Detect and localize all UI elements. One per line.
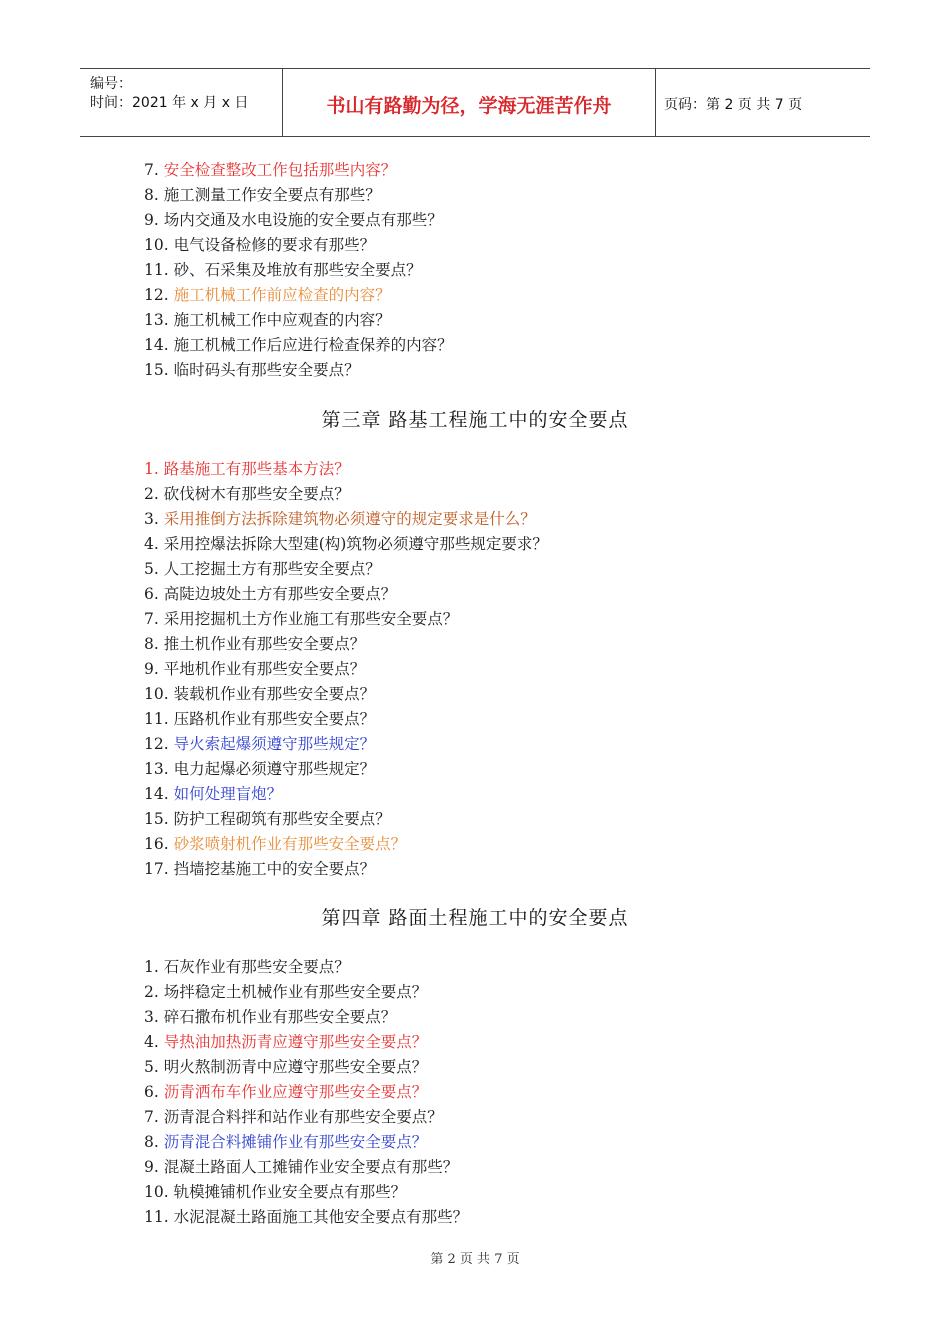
list-item: 1. 路基施工有那些基本方法？ xyxy=(144,460,350,478)
list-item: 14. 如何处理盲炮？ xyxy=(144,785,283,803)
header-page-number: 页码：第 2 页 共 7 页 xyxy=(664,97,803,113)
header-motto: 书山有路勤为径，学海无涯苦作舟 xyxy=(326,95,612,117)
list-item: 6. 沥青洒布车作业应遵守那些安全要点？ xyxy=(144,1083,428,1101)
list-item: 4. 采用控爆法拆除大型建(构)筑物必须遵守那些规定要求？ xyxy=(144,535,548,553)
list-item: 10. 电气设备检修的要求有那些？ xyxy=(144,236,376,254)
list-item: 10. 装载机作业有那些安全要点？ xyxy=(144,685,376,703)
list-item: 5. 明火熬制沥青中应遵守那些安全要点？ xyxy=(144,1058,428,1076)
list-item: 9. 平地机作业有那些安全要点？ xyxy=(144,660,366,678)
list-item: 11. 水泥混凝土路面施工其他安全要点有那些？ xyxy=(144,1208,469,1226)
list-item: 12. 施工机械工作前应检查的内容？ xyxy=(144,286,391,304)
header-motto-cell xyxy=(283,69,656,136)
list-item: 13. 施工机械工作中应观查的内容？ xyxy=(144,311,391,329)
list-item: 11. 压路机作业有那些安全要点？ xyxy=(144,710,376,728)
list-item: 10. 轨模摊铺机作业安全要点有那些？ xyxy=(144,1183,407,1201)
list-item: 5. 人工挖掘土方有那些安全要点？ xyxy=(144,560,381,578)
list-item: 17. 挡墙挖基施工中的安全要点？ xyxy=(144,860,376,878)
list-item: 12. 导火索起爆须遵守那些规定？ xyxy=(144,735,376,753)
list-item: 4. 导热油加热沥青应遵守那些安全要点？ xyxy=(144,1033,428,1051)
list-item: 3. 碎石撒布机作业有那些安全要点？ xyxy=(144,1008,397,1026)
list-item: 15. 防护工程砌筑有那些安全要点？ xyxy=(144,810,391,828)
list-item: 6. 高陡边坡处土方有那些安全要点？ xyxy=(144,585,397,603)
list-item: 1. 石灰作业有那些安全要点？ xyxy=(144,958,350,976)
list-item: 9. 混凝土路面人工摊铺作业安全要点有那些？ xyxy=(144,1158,459,1176)
list-item: 2. 场拌稳定土机械作业有那些安全要点？ xyxy=(144,983,428,1001)
list-item: 13. 电力起爆必须遵守那些规定？ xyxy=(144,760,376,778)
list-item: 15. 临时码头有那些安全要点？ xyxy=(144,361,360,379)
list-item: 11. 砂、石采集及堆放有那些安全要点？ xyxy=(144,261,422,279)
chapter-3-title: 第三章 路基工程施工中的安全要点 xyxy=(321,409,629,431)
list-item: 8. 推土机作业有那些安全要点？ xyxy=(144,635,366,653)
page-footer: 第 2 页 共 7 页 xyxy=(430,1252,520,1267)
page-header xyxy=(80,68,870,137)
list-item: 8. 施工测量工作安全要点有那些？ xyxy=(144,186,381,204)
document-time-label: 时间：2021 年 x 月 x 日 xyxy=(90,95,249,111)
header-meta-cell xyxy=(80,69,283,136)
list-item: 7. 安全检查整改工作包括那些内容？ xyxy=(144,161,397,179)
list-item: 7. 沥青混合料拌和站作业有那些安全要点？ xyxy=(144,1108,443,1126)
list-item: 9. 场内交通及水电设施的安全要点有那些？ xyxy=(144,211,443,229)
list-item: 3. 采用推倒方法拆除建筑物必须遵守的规定要求是什么？ xyxy=(144,510,536,528)
document-number-label: 编号： xyxy=(90,76,132,92)
list-item: 2. 砍伐树木有那些安全要点？ xyxy=(144,485,350,503)
list-item: 8. 沥青混合料摊铺作业有那些安全要点？ xyxy=(144,1133,428,1151)
header-page-cell xyxy=(656,69,870,136)
list-item: 14. 施工机械工作后应进行检查保养的内容？ xyxy=(144,336,453,354)
list-item: 7. 采用挖掘机土方作业施工有那些安全要点？ xyxy=(144,610,459,628)
list-item: 16. 砂浆喷射机作业有那些安全要点？ xyxy=(144,835,407,853)
chapter-4-title: 第四章 路面土程施工中的安全要点 xyxy=(321,907,629,929)
